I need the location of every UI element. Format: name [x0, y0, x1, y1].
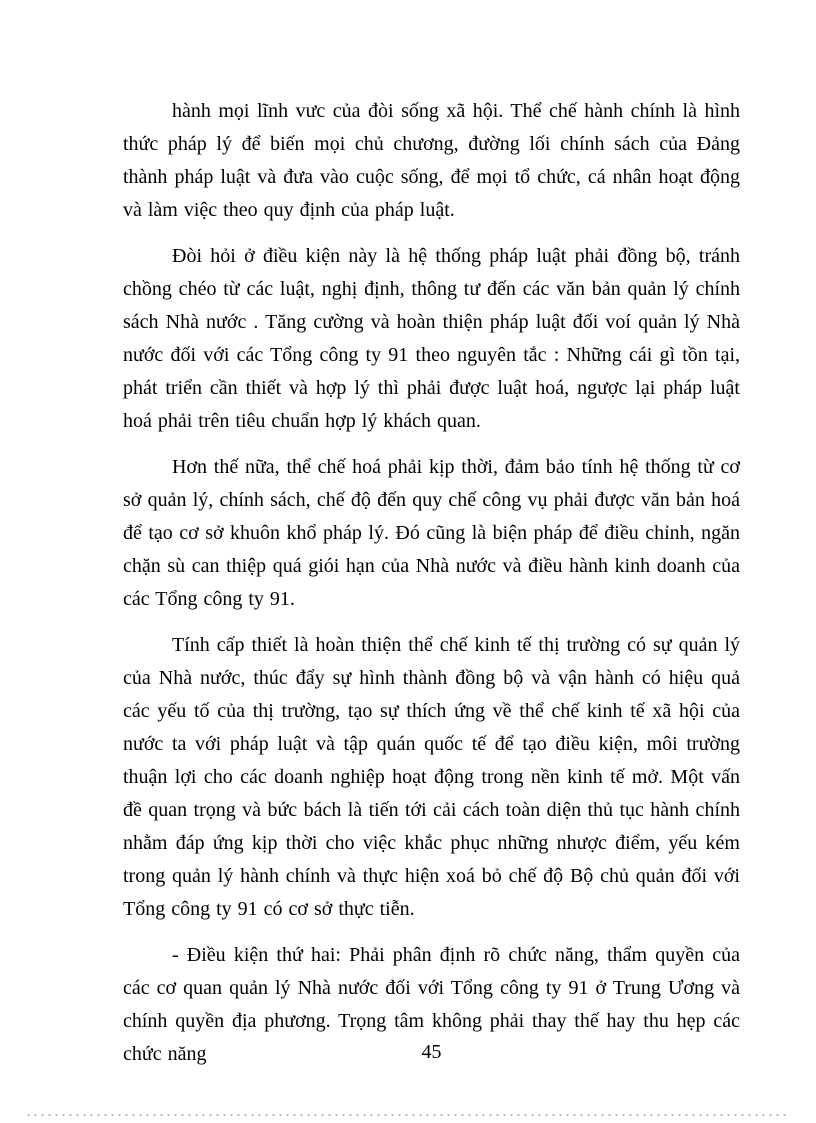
paragraph: Đòi hỏi ở điều kiện này là hệ thống pháp luật phải đồng bộ, tránh chồng chéo từ các luật, nghị định, thông tư đến các văn bản quản lý chính sách Nhà nước . Tăng cường và hoàn thiện pháp luật đối voí quản lý Nhà nước đối với các Tổng công ty 91 theo nguyên tắc : Những cái gì tồn tại, phát triển cần thiết và hợp lý thì phải được luật hoá, ngược lại pháp luật hoá phải trên tiêu chuẩn hợp lý khách quan.	[123, 245, 740, 432]
paragraph: Tính cấp thiết là hoàn thiện thể chế kinh tế thị trường có sự quản lý của Nhà nước, thúc đẩy sự hình thành đồng bộ và vận hành có hiệu quả các yếu tố của thị trường, tạo sự thích ứng về thể chế kinh tế xã hội của nước ta với pháp luật và tập quán quốc tế để tạo điều kiện, môi trường thuận lợi cho các doanh nghiệp hoạt động trong nền kinh tế mở. Một vấn đề quan trọng và bức bách là tiến tới cải cách toàn diện thủ tục hành chính nhằm đáp ứng kịp thời cho việc khắc phục những nhược điểm, yếu kém trong quản lý hành chính và thực hiện xoá bỏ chế độ Bộ chủ quản đối với Tổng công ty 91 có cơ sở thực tiễn.	[123, 634, 740, 920]
page-number: 45	[421, 1041, 442, 1063]
body-text	[123, 95, 740, 1084]
paragraph: - Điều kiện thứ hai: Phải phân định rõ chức năng, thẩm quyền của các cơ quan quản lý Nhà nước đối với Tổng công ty 91 ở Trung Ương và chính quyền địa phương. Trọng tâm không phải thay thế hay thu hẹp các chức năng	[123, 944, 740, 1065]
page-break-dotted-line	[25, 1114, 790, 1116]
paragraph: Hơn thế nữa, thể chế hoá phải kịp thời, đảm bảo tính hệ thống từ cơ sở quản lý, chính sách, chế độ đến quy chế công vụ phải được văn bản hoá để tạo cơ sở khuôn khổ pháp lý. Đó cũng là biện pháp để điều chỉnh, ngăn chặn sù can thiệp quá giói hạn của Nhà nước và điều hành kinh doanh của các Tổng công ty 91.	[123, 456, 740, 610]
paragraph: hành mọi lĩnh vưc của đòi sống xã hội. Thể chế hành chính là hình thức pháp lý để biến mọi chủ chương, đường lối chính sách của Đảng thành pháp luật và đưa vào cuộc sống, để mọi tổ chức, cá nhân hoạt động và làm việc theo quy định của pháp luật.	[123, 100, 740, 221]
